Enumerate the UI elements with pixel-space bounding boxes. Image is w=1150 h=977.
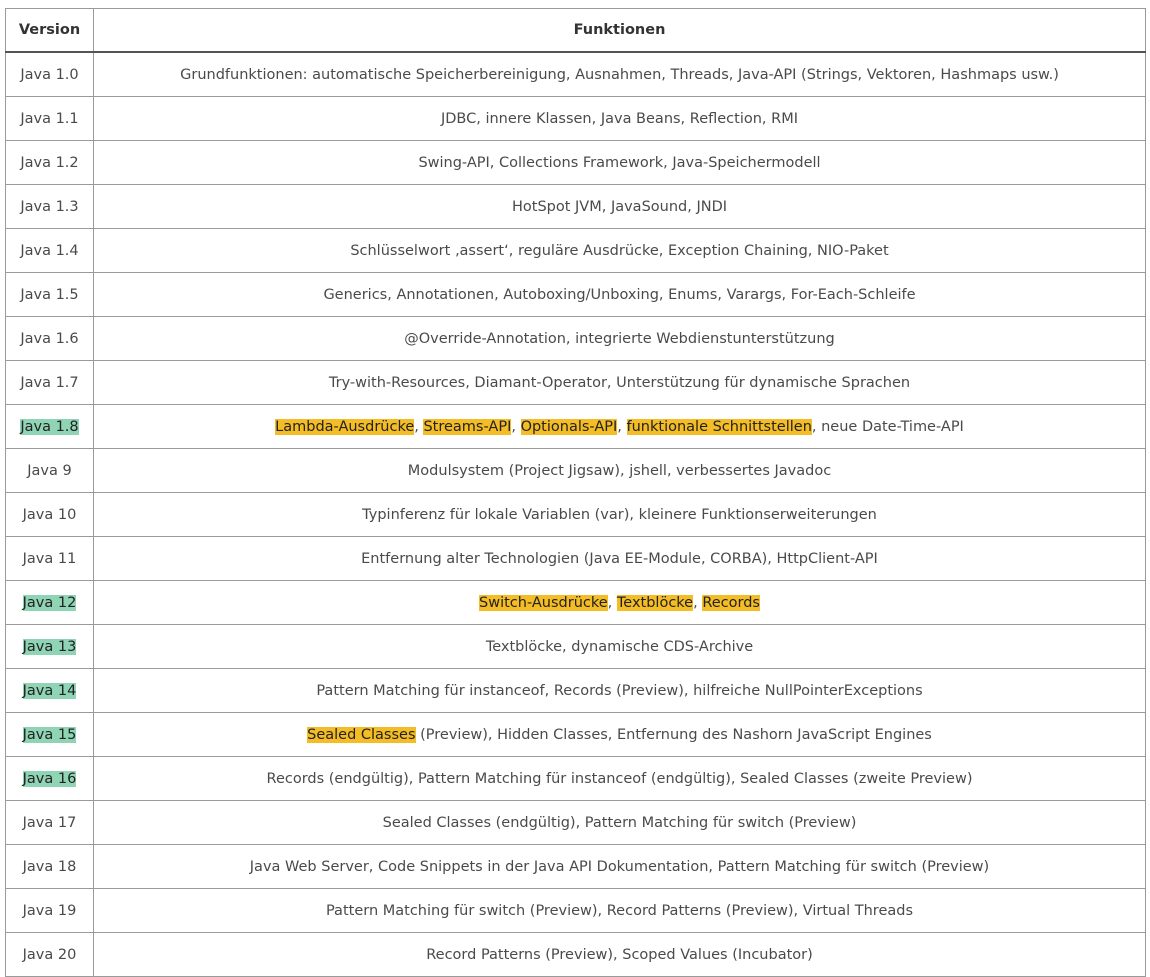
- features-cell: [94, 405, 1146, 449]
- highlighted-feature: Lambda-Ausdrücke: [275, 418, 415, 435]
- feature-text: @Override-Annotation, integrierte Webdienstunterstützung: [404, 330, 835, 347]
- table-row: [6, 52, 1146, 97]
- feature-text: ,: [617, 418, 627, 435]
- version-label: Java 19: [22, 902, 77, 919]
- features-cell: [94, 273, 1146, 317]
- version-cell: [6, 185, 94, 229]
- version-cell: [6, 625, 94, 669]
- version-cell: [6, 52, 94, 97]
- version-label: Java 10: [22, 506, 77, 523]
- table-row: [6, 625, 1146, 669]
- table-row: [6, 185, 1146, 229]
- feature-text: Typinferenz für lokale Variablen (var), kleinere Funktionserweiterungen: [362, 506, 877, 523]
- version-label: Java 9: [27, 462, 72, 479]
- version-cell: [6, 669, 94, 713]
- feature-text: Record Patterns (Preview), Scoped Values (Incubator): [426, 946, 813, 963]
- table-body: [6, 52, 1146, 977]
- features-cell: [94, 713, 1146, 757]
- version-cell: [6, 537, 94, 581]
- table-row: [6, 801, 1146, 845]
- version-label: Java 1.0: [20, 66, 79, 83]
- table-row: [6, 889, 1146, 933]
- highlighted-feature: Textblöcke: [616, 594, 694, 611]
- version-cell: [6, 141, 94, 185]
- table-row: [6, 229, 1146, 273]
- version-cell: [6, 713, 94, 757]
- version-label: Java 15: [22, 726, 77, 743]
- feature-text: Grundfunktionen: automatische Speicherbereinigung, Ausnahmen, Threads, Java-API (Strings, Vektoren, Hashmaps usw.): [180, 66, 1059, 83]
- features-cell: [94, 185, 1146, 229]
- table-row: [6, 97, 1146, 141]
- features-cell: [94, 845, 1146, 889]
- version-label: Java 1.1: [20, 110, 79, 127]
- feature-text: Modulsystem (Project Jigsaw), jshell, verbessertes Javadoc: [407, 462, 832, 479]
- version-label: Java 1.8: [20, 418, 79, 435]
- feature-text: Sealed Classes (endgültig), Pattern Matching für switch (Preview): [382, 814, 857, 831]
- feature-text: Pattern Matching für switch (Preview), Record Patterns (Preview), Virtual Threads: [325, 902, 914, 919]
- version-label: Java 20: [22, 946, 77, 963]
- header-row: [6, 9, 1146, 53]
- table-row: [6, 713, 1146, 757]
- table-row: [6, 449, 1146, 493]
- feature-text: Java Web Server, Code Snippets in der Java API Dokumentation, Pattern Matching für switch (Preview): [249, 858, 990, 875]
- table-row: [6, 581, 1146, 625]
- version-cell: [6, 449, 94, 493]
- highlighted-feature: Records: [702, 594, 760, 611]
- version-label: Java 1.6: [20, 330, 79, 347]
- feature-text: Generics, Annotationen, Autoboxing/Unboxing, Enums, Varargs, For-Each-Schleife: [323, 286, 916, 303]
- table-row: [6, 757, 1146, 801]
- feature-text: Try-with-Resources, Diamant-Operator, Unterstützung für dynamische Sprachen: [328, 374, 911, 391]
- highlighted-feature: Switch-Ausdrücke: [479, 594, 608, 611]
- version-cell: [6, 757, 94, 801]
- highlighted-feature: Streams-API: [423, 418, 512, 435]
- features-cell: [94, 449, 1146, 493]
- features-cell: [94, 625, 1146, 669]
- version-cell: [6, 801, 94, 845]
- version-label: Java 1.4: [20, 242, 79, 259]
- features-cell: [94, 141, 1146, 185]
- version-label: Java 18: [22, 858, 77, 875]
- table-row: [6, 405, 1146, 449]
- feature-text: ,: [511, 418, 521, 435]
- feature-text: HotSpot JVM, JavaSound, JNDI: [511, 198, 728, 215]
- version-label: Java 13: [22, 638, 77, 655]
- features-cell: [94, 889, 1146, 933]
- version-cell: [6, 889, 94, 933]
- version-label: Java 12: [22, 594, 77, 611]
- version-cell: [6, 581, 94, 625]
- features-cell: [94, 493, 1146, 537]
- features-cell: [94, 97, 1146, 141]
- feature-text: Pattern Matching für instanceof, Records (Preview), hilfreiche NullPointerExceptions: [316, 682, 923, 699]
- feature-text: ,: [414, 418, 424, 435]
- table-row: [6, 537, 1146, 581]
- feature-text: ,: [693, 594, 703, 611]
- features-cell: [94, 361, 1146, 405]
- version-cell: [6, 933, 94, 977]
- feature-text: ,: [607, 594, 617, 611]
- features-cell: [94, 537, 1146, 581]
- version-cell: [6, 493, 94, 537]
- version-label: Java 1.2: [20, 154, 79, 171]
- feature-text: Swing-API, Collections Framework, Java-Speichermodell: [418, 154, 821, 171]
- features-cell: [94, 933, 1146, 977]
- features-cell: [94, 317, 1146, 361]
- features-cell: [94, 757, 1146, 801]
- table-row: [6, 317, 1146, 361]
- table-row: [6, 933, 1146, 977]
- version-cell: [6, 361, 94, 405]
- version-label: Java 16: [22, 770, 77, 787]
- feature-text: (Preview), Hidden Classes, Entfernung des Nashorn JavaScript Engines: [415, 726, 932, 743]
- table-row: [6, 669, 1146, 713]
- table-row: [6, 273, 1146, 317]
- features-cell: [94, 801, 1146, 845]
- feature-text: Entfernung alter Technologien (Java EE-Module, CORBA), HttpClient-API: [361, 550, 878, 567]
- table-row: [6, 361, 1146, 405]
- highlighted-feature: Sealed Classes: [307, 726, 416, 743]
- table-header: [6, 9, 1146, 53]
- features-cell: [94, 52, 1146, 97]
- version-label: Java 1.5: [20, 286, 79, 303]
- version-cell: [6, 405, 94, 449]
- version-label: Java 14: [22, 682, 77, 699]
- highlighted-feature: Optionals-API: [520, 418, 618, 435]
- version-label: Java 11: [22, 550, 77, 567]
- version-label: Java 1.7: [20, 374, 79, 391]
- highlighted-feature: funktionale Schnittstellen: [626, 418, 812, 435]
- features-cell: [94, 229, 1146, 273]
- version-cell: [6, 317, 94, 361]
- features-cell: [94, 669, 1146, 713]
- header-features: Funktionen: [94, 9, 1146, 53]
- table-row: [6, 493, 1146, 537]
- java-versions-table: [5, 8, 1146, 977]
- table-row: [6, 845, 1146, 889]
- feature-text: Textblöcke, dynamische CDS-Archive: [485, 638, 754, 655]
- version-cell: [6, 273, 94, 317]
- feature-text: JDBC, innere Klassen, Java Beans, Reflection, RMI: [440, 110, 799, 127]
- version-label: Java 17: [22, 814, 77, 831]
- feature-text: Schlüsselwort ‚assert‘, reguläre Ausdrücke, Exception Chaining, NIO-Paket: [350, 242, 889, 259]
- feature-text: , neue Date-Time-API: [811, 418, 964, 435]
- table-row: [6, 141, 1146, 185]
- feature-text: Records (endgültig), Pattern Matching für instanceof (endgültig), Sealed Classes (zweite Preview): [266, 770, 973, 787]
- version-cell: [6, 229, 94, 273]
- version-label: Java 1.3: [20, 198, 79, 215]
- version-cell: [6, 97, 94, 141]
- header-version: Version: [6, 9, 94, 53]
- features-cell: [94, 581, 1146, 625]
- version-cell: [6, 845, 94, 889]
